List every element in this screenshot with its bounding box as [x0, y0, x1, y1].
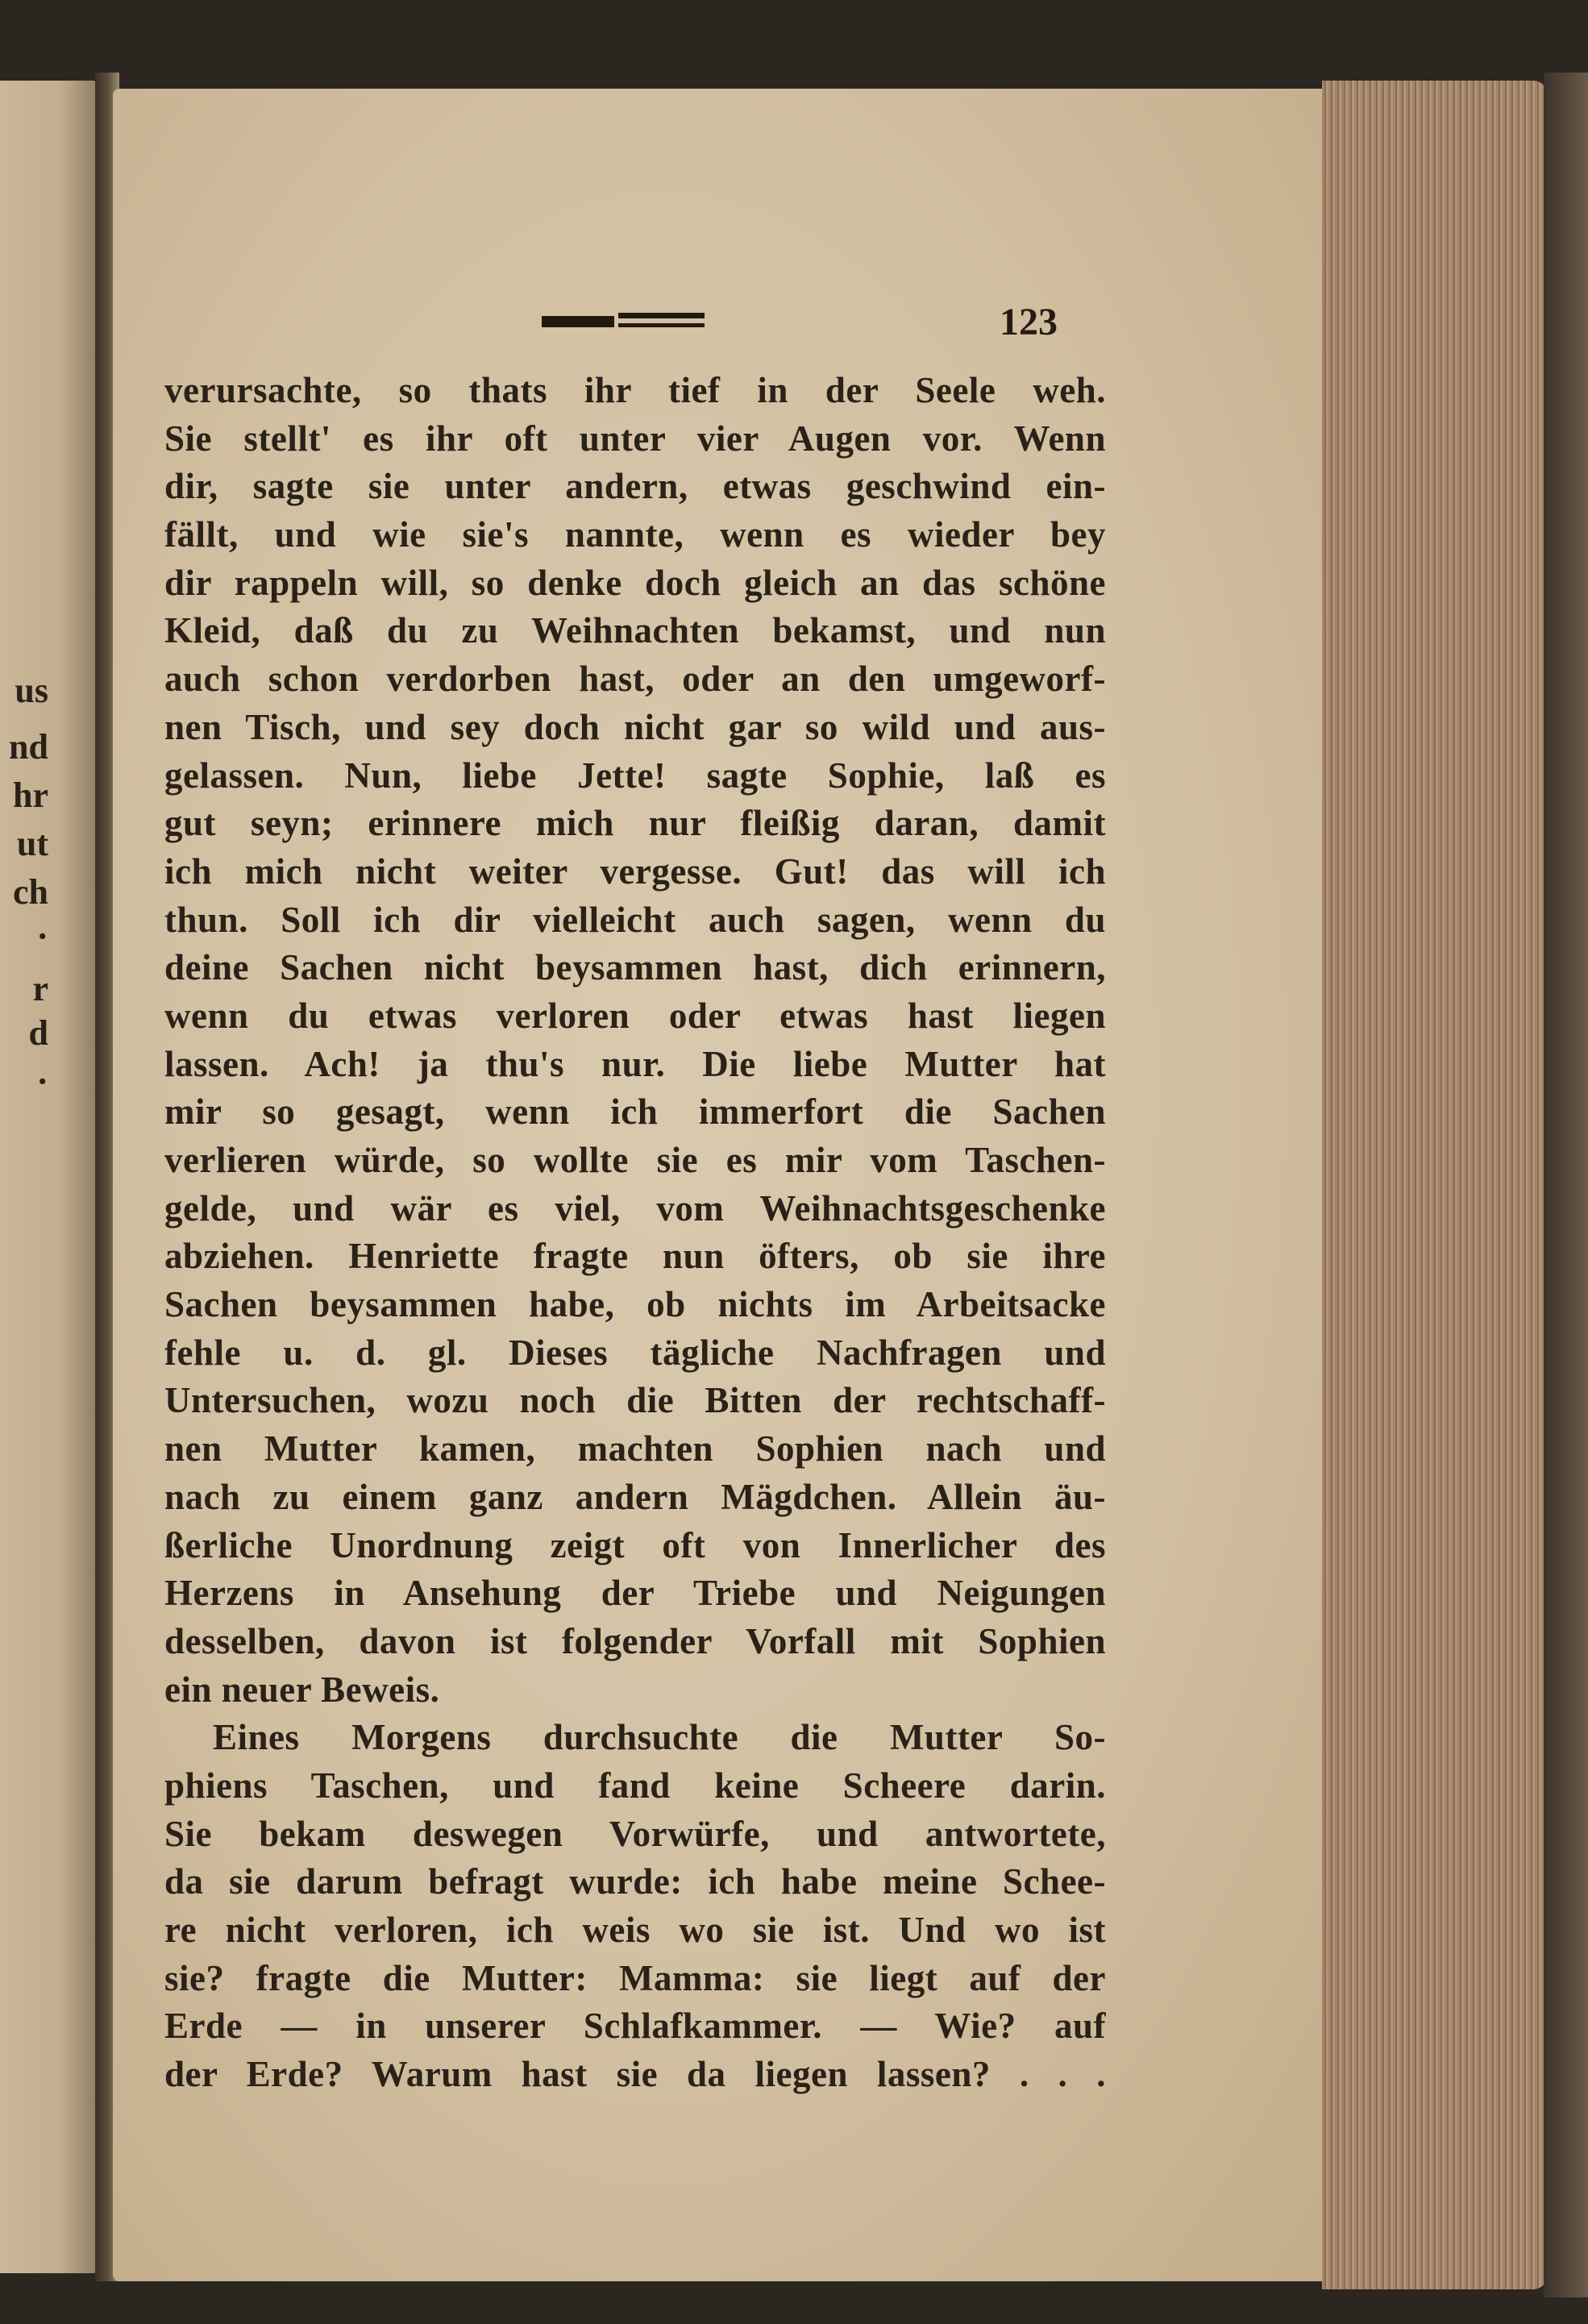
left-page-fragment: ·: [36, 917, 48, 956]
text-line: Herzens in Ansehung der Triebe und Neigungen: [164, 1573, 1106, 1614]
text-line: nach zu einem ganz andern Mägdchen. Allein äu-: [164, 1476, 1106, 1517]
left-page-fragment: ·: [36, 1062, 48, 1101]
left-page-fragment: d: [28, 1013, 48, 1053]
left-page-fragment: r: [32, 969, 48, 1008]
left-page-fragment: nd: [9, 727, 48, 767]
text-line: Untersuchen, wozu noch die Bitten der rechtschaff-: [164, 1380, 1106, 1421]
text-line: ein neuer Beweis.: [164, 1669, 440, 1710]
text-line: phiens Taschen, und fand keine Scheere darin.: [164, 1765, 1106, 1806]
text-line: deine Sachen nicht beysammen hast, dich erinnern,: [164, 947, 1106, 988]
left-page-fragment: ch: [13, 872, 48, 912]
text-line: abziehen. Henriette fragte nun öfters, ob sie ihre: [164, 1236, 1106, 1277]
text-line: Sachen beysammen habe, ob nichts im Arbeitsacke: [164, 1284, 1106, 1325]
page-number: 123: [1000, 301, 1058, 343]
text-line: da sie darum befragt wurde: ich habe meine Schee-: [164, 1861, 1106, 1902]
text-line: gelassen. Nun, liebe Jette! sagte Sophie, laß es: [164, 755, 1106, 796]
text-line: Eines Morgens durchsuchte die Mutter So-: [213, 1717, 1106, 1758]
text-line: verursachte, so thats ihr tief in der Seele weh.: [164, 370, 1106, 410]
book-cover-edge: [1544, 73, 1588, 2297]
text-line: gelde, und wär es viel, vom Weihnachtsgeschenke: [164, 1187, 1106, 1229]
text-line: verlieren würde, so wollte sie es mir vom Taschen-: [164, 1140, 1106, 1180]
text-line: sie? fragte die Mutter: Mamma: sie liegt auf der: [164, 1957, 1106, 1998]
text-line: Sie bekam deswegen Vorwürfe, und antwortete,: [164, 1813, 1106, 1854]
text-line: nen Tisch, und sey doch nicht gar so wild und aus-: [164, 706, 1106, 747]
text-line: mir so gesagt, wenn ich immerfort die Sachen: [164, 1091, 1106, 1133]
page-fore-edge: [1322, 81, 1548, 2289]
text-line: gut seyn; erinnere mich nur fleißig daran, damit: [164, 803, 1106, 844]
text-line: fällt, und wie sie's nannte, wenn es wieder bey: [164, 514, 1106, 555]
body-text: [164, 367, 1106, 2099]
text-line: fehle u. d. gl. Dieses tägliche Nachfragen und: [164, 1332, 1106, 1373]
text-line: lassen. Ach! ja thu's nur. Die liebe Mutter hat: [164, 1043, 1106, 1084]
text-line: Sie stellt' es ihr oft unter vier Augen vor. Wenn: [164, 418, 1106, 459]
header-ornament-rule: [542, 313, 705, 331]
text-line: nen Mutter kamen, machten Sophien nach und: [164, 1428, 1106, 1470]
text-line: dir rappeln will, so denke doch gleich an das schöne: [164, 562, 1106, 603]
text-line: Kleid, daß du zu Weihnachten bekamst, und nun: [164, 610, 1106, 651]
text-line: dir, sagte sie unter andern, etwas geschwind ein-: [164, 466, 1106, 507]
text-line: thun. Soll ich dir vielleicht auch sagen, wenn du: [164, 899, 1106, 940]
text-line: ich mich nicht weiter vergesse. Gut! das will ich: [164, 850, 1106, 892]
text-line: der Erde? Warum hast sie da liegen lassen? . . .: [164, 2054, 1106, 2095]
text-line: wenn du etwas verloren oder etwas hast liegen: [164, 995, 1106, 1036]
text-line: Erde — in unserer Schlafkammer. — Wie? auf: [164, 2006, 1106, 2047]
text-line: ßerliche Unordnung zeigt oft von Innerlicher des: [164, 1524, 1106, 1565]
left-page-fragment: hr: [13, 775, 48, 815]
text-line: auch schon verdorben hast, oder an den umgeworf-: [164, 659, 1106, 700]
left-page-fragment: us: [15, 671, 48, 710]
left-page-fragment: ut: [16, 824, 48, 863]
text-line: re nicht verloren, ich weis wo sie ist. Und wo ist: [164, 1910, 1106, 1950]
left-page: [0, 81, 101, 2273]
text-line: desselben, davon ist folgender Vorfall mit Sophien: [164, 1620, 1106, 1661]
